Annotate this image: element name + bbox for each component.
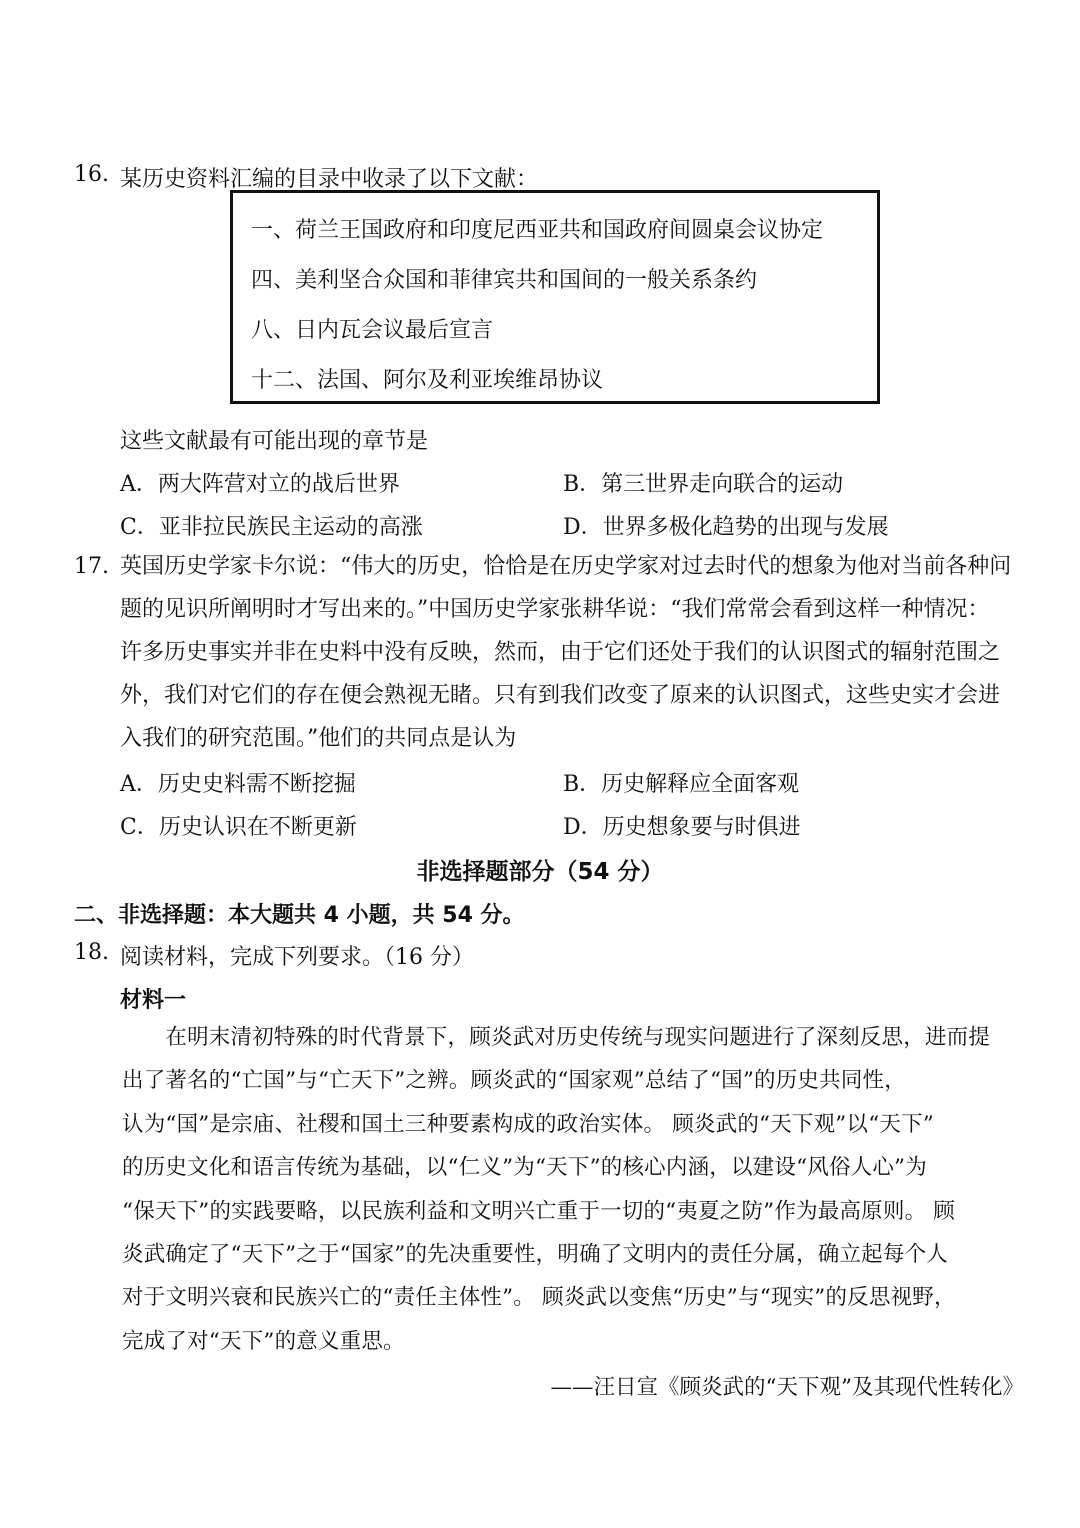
q16-document-box (230, 190, 880, 404)
material-line: 在明末清初特殊的时代背景下，顾炎武对历史传统与现实问题进行了深刻反思，进而提 (122, 1025, 991, 1050)
q17-line: 英国历史学家卡尔说：“伟大的历史，恰恰是在历史学家对过去时代的想象为他对当前各种问 (120, 554, 1012, 579)
material-label: 材料一 (120, 988, 187, 1013)
material-line: 出了著名的“亡国”与“亡天下”之辨。顾炎武的“国家观”总结了“国”的历史共同性， (122, 1068, 906, 1094)
q16-stem: 某历史资料汇编的目录中收录了以下文献： (120, 167, 539, 192)
material-line: 认为“国”是宗庙、社稷和国土三种要素构成的政治实体。 顾炎武的“天下观”以“天下” (122, 1111, 934, 1137)
material-source: ——汪日宣《顾炎武的“天下观”及其现代性转化》 (550, 1375, 1024, 1400)
q16-option-d: D．世界多极化趋势的出现与发展 (563, 515, 889, 540)
q17-line: 题的见识所阐明时才写出来的。”中国历史学家张耕华说：“我们常常会看到这样一种情况： (120, 597, 990, 622)
q16-box-item: 一、荷兰王国政府和印度尼西亚共和国政府间圆桌会议协定 (251, 218, 824, 243)
material-line: 的历史文化和语言传统为基础，以“仁义”为“天下”的核心内涵，以建设“风俗人心”为 (122, 1155, 927, 1181)
q16-box-item: 四、美利坚合众国和菲律宾共和国间的一般关系条约 (251, 268, 758, 293)
q16-box-item: 十二、法国、阿尔及利亚埃维昂协议 (251, 368, 604, 393)
material-line: 对于文明兴衰和民族兴亡的“责任主体性”。 顾炎武以变焦“历史”与“现实”的反思视野， (122, 1285, 956, 1311)
q18-stem: 阅读材料，完成下列要求。（16 分） (120, 945, 474, 970)
q16-number: 16. (74, 162, 109, 187)
section-heading: 二、非选择题：本大题共 4 小题，共 54 分。 (74, 903, 525, 928)
q17-number: 17. (74, 554, 109, 579)
material-line: “保天下”的实践要略，以民族利益和文明兴亡重于一切的“夷夏之防”作为最高原则。 顾 (122, 1198, 956, 1224)
q17-line: 入我们的研究范围。”他们的共同点是认为 (120, 726, 517, 751)
q16-question: 这些文献最有可能出现的章节是 (120, 429, 429, 454)
q17-option-a: A．历史史料需不断挖掘 (120, 772, 356, 797)
q17-option-c: C．历史认识在不断更新 (120, 815, 357, 840)
q17-option-d: D．历史想象要与时俱进 (563, 815, 801, 840)
q17-line: 许多历史事实并非在史料中没有反映，然而，由于它们还处于我们的认识图式的辐射范围之 (120, 640, 1001, 665)
q16-option-a: A．两大阵营对立的战后世界 (120, 472, 400, 497)
material-passage (122, 1016, 1027, 1363)
q16-box-item: 八、日内瓦会议最后宣言 (251, 318, 494, 343)
q17-option-b: B．历史解释应全面客观 (563, 772, 800, 797)
q17-text (120, 545, 1025, 760)
q16-option-b: B．第三世界走向联合的运动 (563, 472, 844, 497)
material-line: 炎武确定了“天下”之于“国家”的先决重要性，明确了文明内的责任分属，确立起每个人 (122, 1242, 948, 1268)
q16-option-c: C．亚非拉民族民主运动的高涨 (120, 515, 423, 540)
q17-line: 外，我们对它们的存在便会熟视无睹。只有到我们改变了原来的认识图式，这些史实才会进 (120, 683, 1001, 708)
section-title: 非选择题部分（54 分） (416, 859, 664, 885)
q18-number: 18. (74, 940, 109, 965)
material-line: 完成了对“天下”的意义重思。 (122, 1328, 405, 1354)
